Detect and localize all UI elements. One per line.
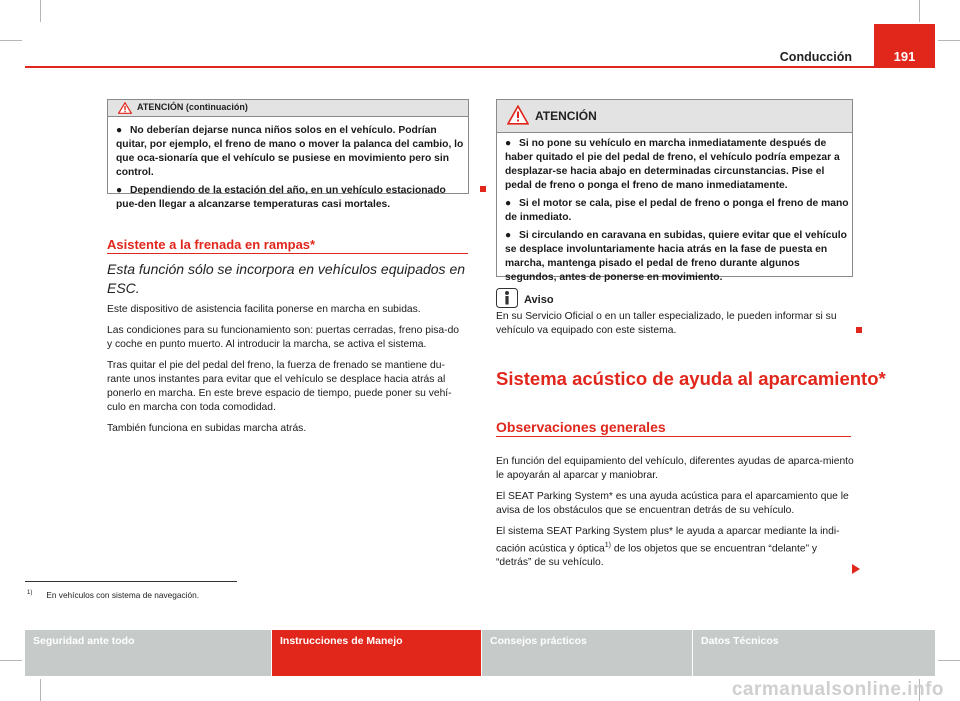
warning-item: ● Dependiendo de la estación del año, en un vehículo estacionado pue-den llegar a alcanzarse temperaturas casi mortales. <box>116 185 446 210</box>
paragraph: También funciona en subidas marcha atrás. <box>107 423 307 434</box>
warning-box-header <box>108 100 468 117</box>
crop-mark <box>40 0 41 22</box>
section-intro: Esta función sólo se incorpora en vehículos equipados en ESC. <box>107 261 466 296</box>
watermark: carmanualsonline.info <box>731 679 944 700</box>
subsection-heading: Observaciones generales <box>496 419 666 435</box>
warning-triangle-icon <box>118 102 132 114</box>
warning-item: ● Si circulando en caravana en subidas, quiere evitar que el vehículo se desplace involuntariamente hacia atrás en la fase de puesta en marcha, mantenga pisado el pedal de freno durante algunos segundos, antes de ponerse en movimiento. <box>505 230 847 283</box>
footnote-text: En vehículos con sistema de navegación. <box>46 590 200 600</box>
warning-triangle-icon <box>507 105 529 125</box>
crop-mark <box>919 0 920 22</box>
footnote-reference[interactable]: 1) <box>604 542 611 549</box>
paragraph: En función del equipamiento del vehículo, diferentes ayudas de aparca-miento le apoyarán al aparcar y maniobrar. <box>496 456 854 481</box>
warning-box-body <box>116 124 464 216</box>
footnote <box>27 590 199 600</box>
footnote-rule <box>25 581 237 582</box>
footer-tab-safety[interactable]: Seguridad ante todo <box>25 630 271 676</box>
note-title: Aviso <box>524 294 554 306</box>
subsection-heading-rule <box>496 436 851 437</box>
warning-item: ● Si no pone su vehículo en marcha inmediatamente después de haber quitado el pie del pedal de freno, el vehículo podría empezar a desplazar-se hacia abajo en determinadas circunstancias. Pise el pedal de freno o ponga el freno de mano inmediatamente. <box>505 138 840 191</box>
footnote-mark: 1) <box>27 590 33 597</box>
warning-box <box>496 99 853 283</box>
warning-item: ● Si el motor se cala, pise el pedal de freno o ponga el freno de mano de inmediato. <box>505 198 849 223</box>
header-section-title: Conducción <box>779 50 852 64</box>
crop-mark <box>0 40 22 41</box>
paragraph: El sistema SEAT Parking System plus* le ayuda a aparcar mediante la indi-cación acústica y óptica$^{1)}$ de los objetos que se encuentran “delante” y “detrás” de su vehículo. <box>496 526 840 569</box>
note-text: En su Servicio Oficial o en un taller especializado, le pueden informar si su vehículo va equipado con este sistema. <box>496 311 837 336</box>
paragraph: Este dispositivo de asistencia facilita ponerse en marcha en subidas. <box>107 304 421 315</box>
end-of-section-marker <box>480 186 486 192</box>
section-heading-rule <box>107 253 468 254</box>
section-heading-ramp-assist: Asistente a la frenada en rampas* <box>107 237 316 252</box>
warning-item: ● No deberían dejarse nunca niños solos en el vehículo. Podrían quitar, por ejemplo, el freno de mano o mover la palanca del cambio, lo que oca-sionaría que el vehículo se pusiese en movimiento pero sin control. <box>116 125 464 178</box>
crop-mark <box>0 660 22 661</box>
paragraph: Tras quitar el pie del pedal del freno, la fuerza de frenado se mantiene du-rante unos instantes para evitar que el vehículo se desplace hacia atrás al ponerlo en marcha. En este breve espacio de tiempo, puede poner su vehí-culo en marcha con toda comodidad. <box>107 360 452 413</box>
info-note-icon <box>496 288 518 308</box>
paragraph: El SEAT Parking System* es una ayuda acústica para el aparcamiento que le avisa de los obstáculos que se encuentran detrás de su vehículo. <box>496 491 849 516</box>
footer-tab-practical-tips[interactable]: Consejos prácticos <box>482 630 692 676</box>
warning-box-title: ATENCIÓN <box>535 109 597 123</box>
warning-box-body <box>505 137 849 289</box>
end-of-section-marker <box>856 327 862 333</box>
continue-arrow-icon <box>852 564 860 574</box>
crop-mark <box>40 679 41 701</box>
warning-box-continued <box>107 99 469 210</box>
page-number: 191 <box>893 49 916 64</box>
ramp-section-body <box>107 303 467 443</box>
footer-tab-operating-instructions[interactable]: Instrucciones de Manejo <box>272 630 481 676</box>
chapter-heading: Sistema acústico de ayuda al aparcamiento* <box>496 368 886 389</box>
crop-mark <box>938 660 960 661</box>
parking-section-body <box>496 455 854 577</box>
paragraph: Las condiciones para su funcionamiento son: puertas cerradas, freno pisa-do y coche en punto muerto. Al introducir la marcha, se activa el sistema. <box>107 325 460 350</box>
header-rule <box>25 66 935 68</box>
warning-box-header <box>497 100 852 133</box>
warning-box-title: ATENCIÓN (continuación) <box>137 102 248 112</box>
footer-tab-technical-data[interactable]: Datos Técnicos <box>693 630 935 676</box>
crop-mark <box>938 40 960 41</box>
